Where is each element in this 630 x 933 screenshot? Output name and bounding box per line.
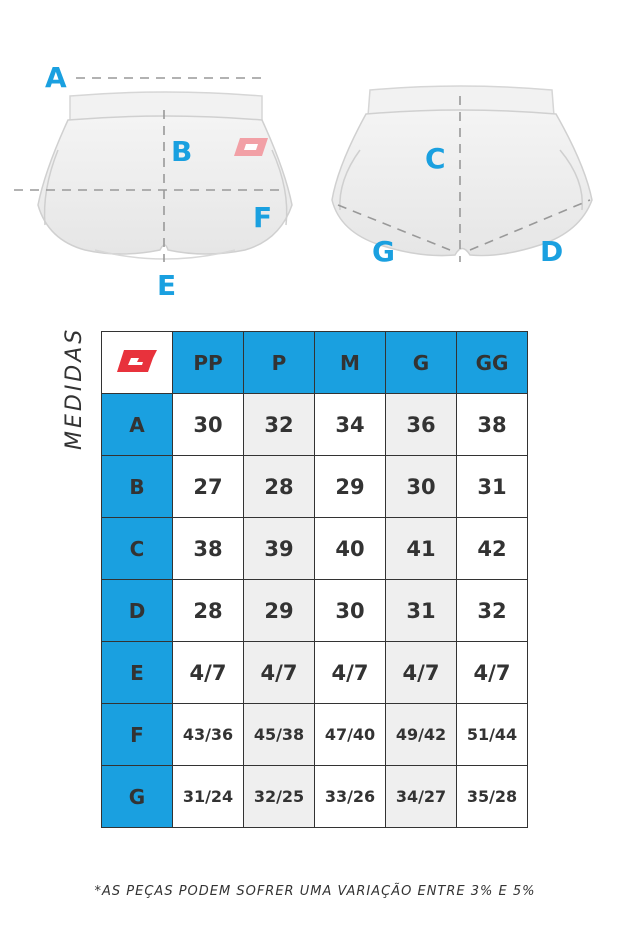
table-row	[102, 394, 528, 456]
back-shorts	[332, 86, 592, 256]
table-cell: 30	[315, 580, 386, 642]
table-cell: 32	[244, 394, 315, 456]
table-cell: 4/7	[173, 642, 244, 704]
table-cell: 45/38	[244, 704, 315, 766]
size-header-row	[102, 332, 528, 394]
table-cell: 4/7	[457, 642, 528, 704]
logo-cell	[102, 332, 173, 394]
table-cell: 38	[173, 518, 244, 580]
table-row	[102, 518, 528, 580]
table-cell: 42	[457, 518, 528, 580]
row-label: C	[102, 518, 173, 580]
measure-label-f: F	[253, 201, 273, 234]
table-row	[102, 766, 528, 828]
table-row	[102, 456, 528, 518]
table-cell: 49/42	[386, 704, 457, 766]
table-cell: 36	[386, 394, 457, 456]
table-cell: 30	[386, 456, 457, 518]
table-cell: 31	[457, 456, 528, 518]
measure-label-c: C	[425, 142, 446, 175]
table-cell: 31/24	[173, 766, 244, 828]
table-cell: 31	[386, 580, 457, 642]
row-label: G	[102, 766, 173, 828]
table-row	[102, 642, 528, 704]
table-cell: 4/7	[315, 642, 386, 704]
measure-label-d: D	[540, 235, 564, 268]
table-cell: 41	[386, 518, 457, 580]
shorts-illustration	[0, 0, 630, 310]
table-cell: 34/27	[386, 766, 457, 828]
table-cell: 28	[244, 456, 315, 518]
row-label: D	[102, 580, 173, 642]
table-cell: 40	[315, 518, 386, 580]
table-cell: 4/7	[386, 642, 457, 704]
table-cell: 29	[244, 580, 315, 642]
table-cell: 28	[173, 580, 244, 642]
size-header-pp: PP	[173, 332, 244, 394]
measure-label-e: E	[157, 269, 177, 302]
table-cell: 27	[173, 456, 244, 518]
table-cell: 32/25	[244, 766, 315, 828]
table-cell: 32	[457, 580, 528, 642]
table-cell: 33/26	[315, 766, 386, 828]
table-cell: 35/28	[457, 766, 528, 828]
table-cell: 4/7	[244, 642, 315, 704]
table-cell: 51/44	[457, 704, 528, 766]
table-cell: 34	[315, 394, 386, 456]
table-cell: 43/36	[173, 704, 244, 766]
size-header-gg: GG	[457, 332, 528, 394]
row-label: E	[102, 642, 173, 704]
table-row	[102, 704, 528, 766]
size-header-m: M	[315, 332, 386, 394]
shorts-diagram	[0, 0, 630, 310]
brand-g-logo-icon	[115, 348, 159, 374]
size-header-g: G	[386, 332, 457, 394]
table-cell: 47/40	[315, 704, 386, 766]
brand-g-logo-icon	[234, 138, 268, 156]
table-cell: 29	[315, 456, 386, 518]
variation-footnote: *AS PEÇAS PODEM SOFRER UMA VARIAÇÃO ENTRE 3% E 5%	[94, 884, 536, 899]
size-header-p: P	[244, 332, 315, 394]
row-label: F	[102, 704, 173, 766]
measure-label-b: B	[171, 135, 193, 168]
table-row	[102, 580, 528, 642]
row-label: A	[102, 394, 173, 456]
row-label: B	[102, 456, 173, 518]
table-cell: 39	[244, 518, 315, 580]
size-table	[101, 331, 528, 828]
measure-label-a: A	[45, 61, 67, 94]
table-cell: 38	[457, 394, 528, 456]
measurements-title: MEDIDAS	[62, 326, 87, 450]
measure-label-g: G	[372, 235, 395, 268]
table-cell: 30	[173, 394, 244, 456]
